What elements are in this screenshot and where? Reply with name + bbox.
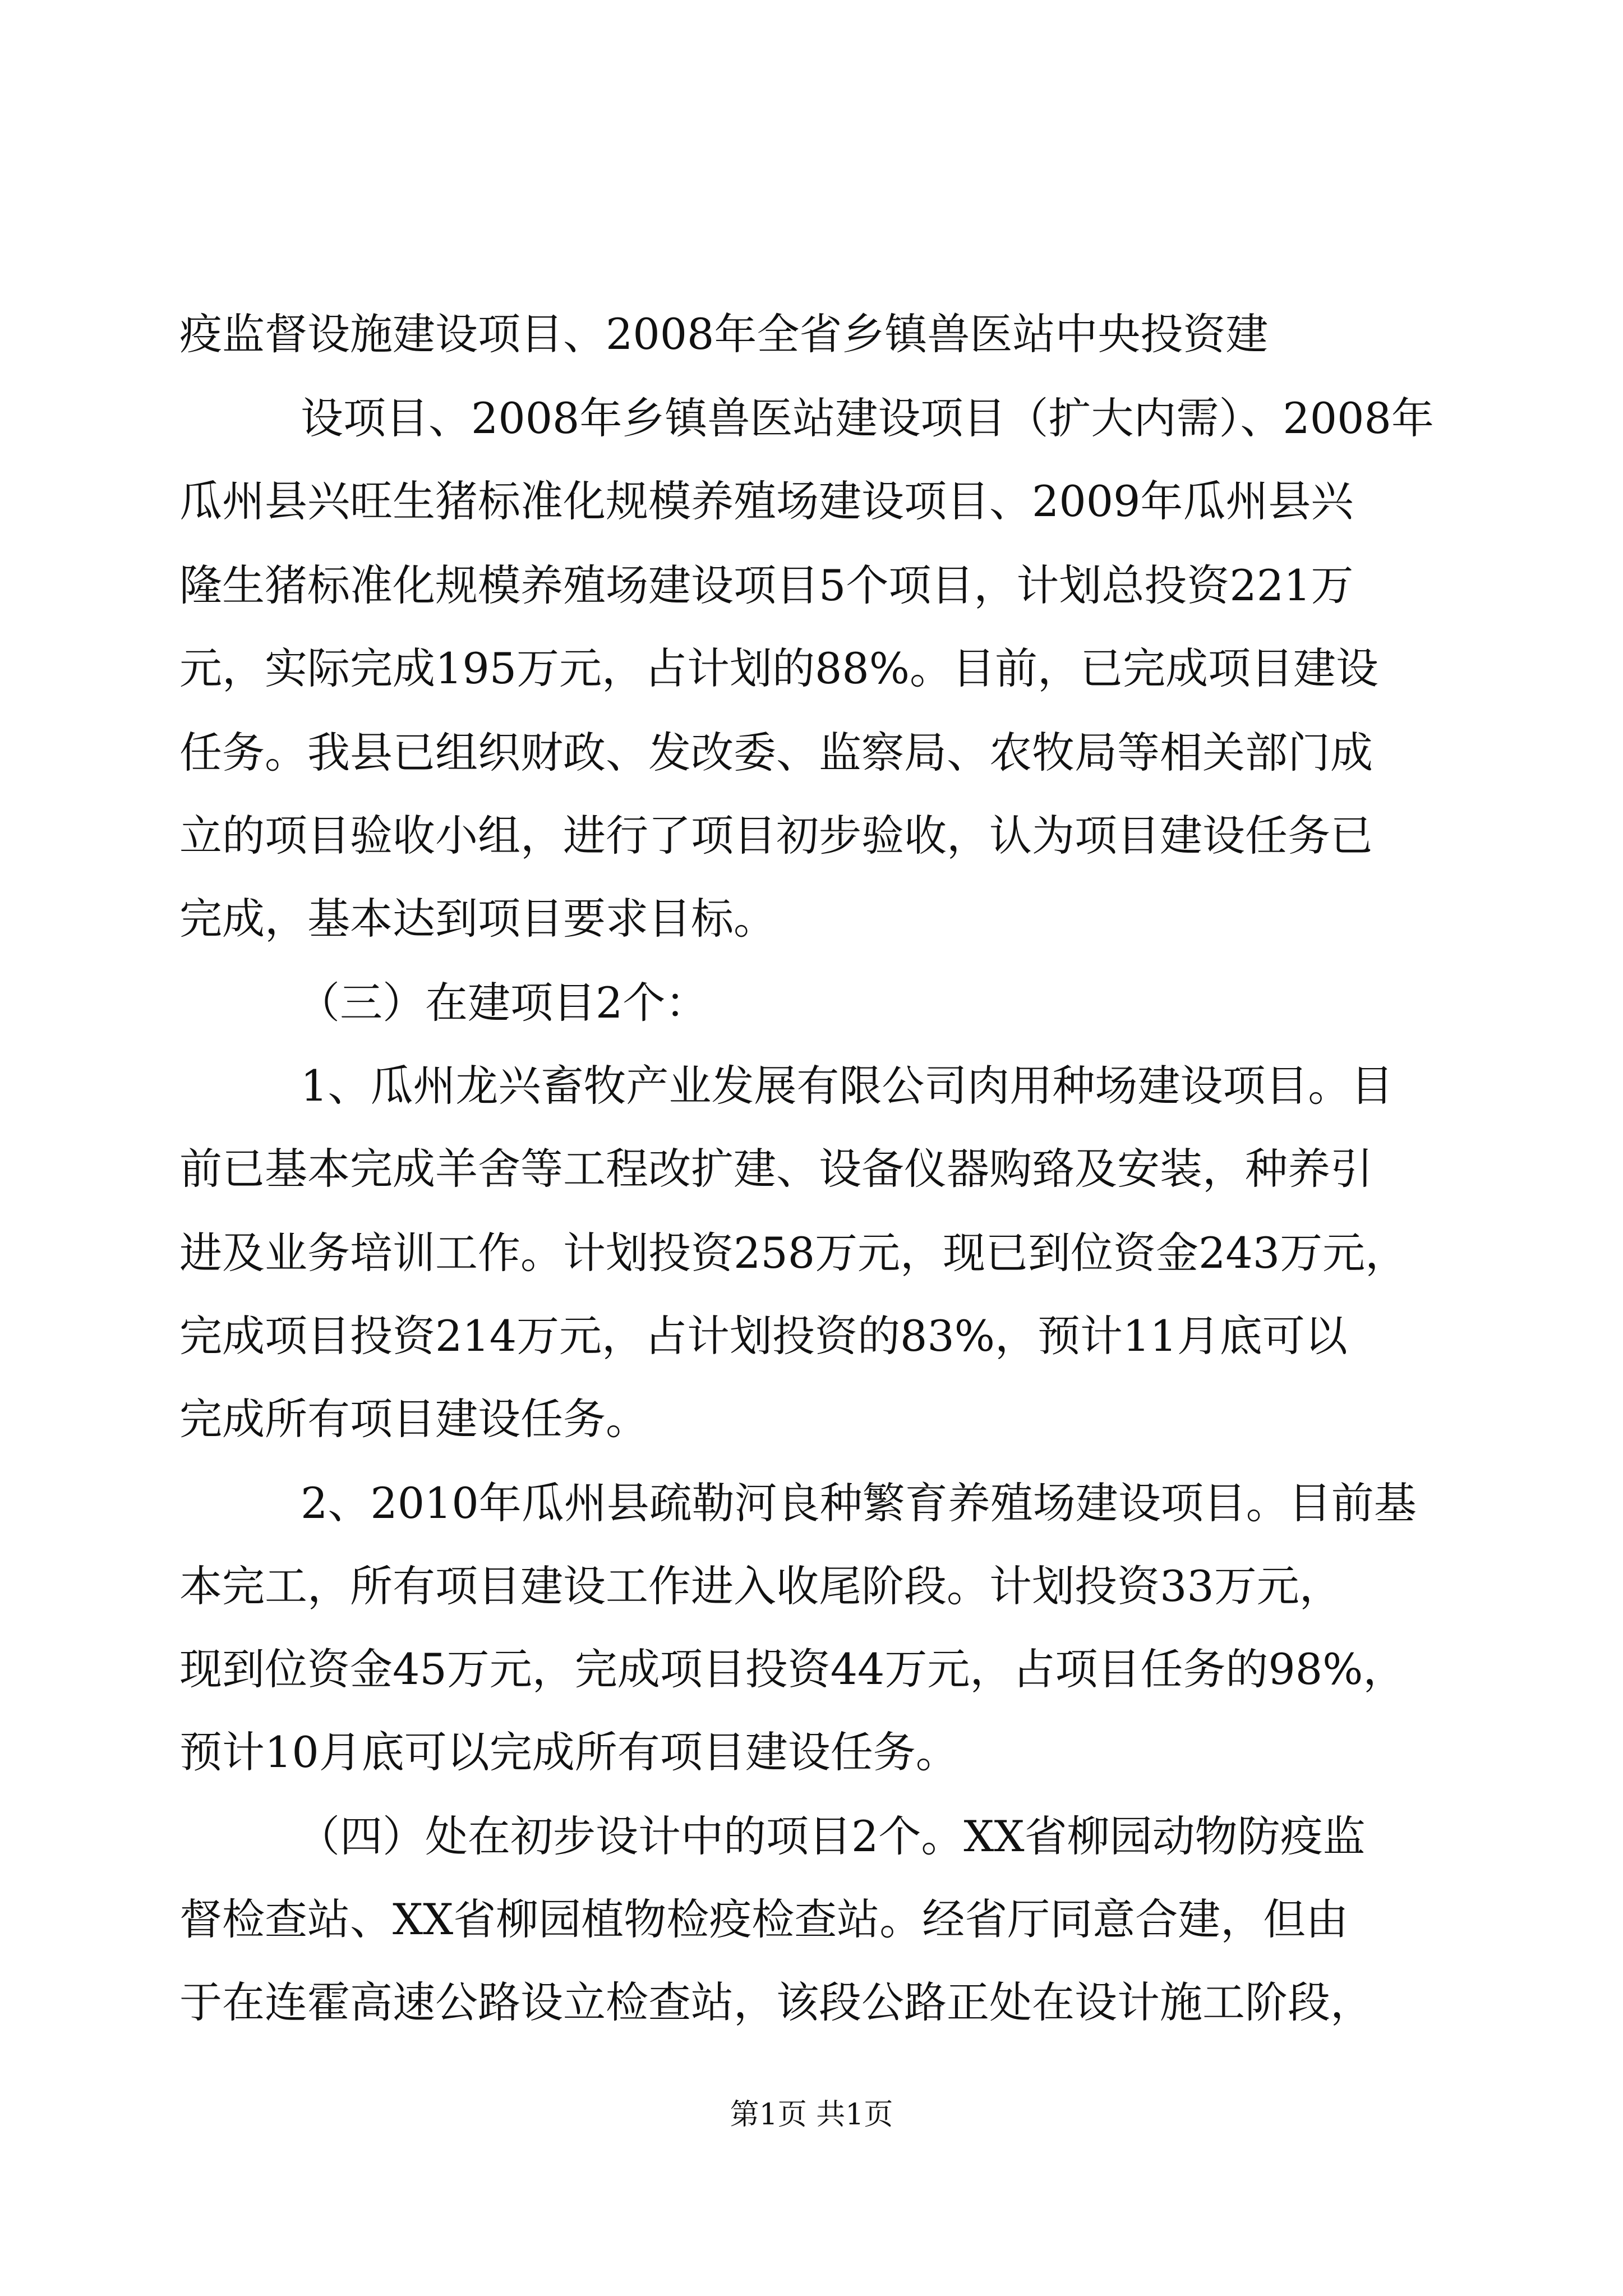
text-line: 督检查站、XX省柳园植物检疫检查站。经省厅同意合建，但由 bbox=[179, 1894, 1349, 1944]
text-line: 任务。我县已组织财政、发改委、监察局、农牧局等相关部门成 bbox=[179, 728, 1373, 777]
text-line: 本完工，所有项目建设工作进入收尾阶段。计划投资33万元， bbox=[179, 1561, 1342, 1611]
page-footer: 第1页 共1页 bbox=[730, 2098, 893, 2132]
text-line: 1、瓜州龙兴畜牧产业发展有限公司肉用种场建设项目。目 bbox=[301, 1061, 1394, 1111]
text-line: 2、2010年瓜州县疏勒河良种繁育养殖场建设项目。目前基 bbox=[301, 1478, 1417, 1528]
text-line: 前已基本完成羊舍等工程改扩建、设备仪器购臵及安装，种养引 bbox=[179, 1144, 1373, 1194]
text-line: 设项目、2008年乡镇兽医站建设项目（扩大内需）、2008年 bbox=[301, 393, 1434, 443]
text-line: 立的项目验收小组，进行了项目初步验收，认为项目建设任务已 bbox=[179, 811, 1373, 861]
text-line: 完成所有项目建设任务。 bbox=[179, 1394, 648, 1444]
text-line: 瓜州县兴旺生猪标准化规模养殖场建设项目、2009年瓜州县兴 bbox=[179, 476, 1354, 526]
section-heading: （四）处在初步设计中的项目2个。XX省柳园动物防疫监 bbox=[297, 1811, 1366, 1861]
text-line: 于在连霍高速公路设立检查站，该段公路正处在设计施工阶段， bbox=[179, 1977, 1373, 2027]
section-heading: （三）在建项目2个： bbox=[297, 978, 708, 1028]
text-line: 现到位资金45万元，完成项目投资44万元，占项目任务的98%， bbox=[179, 1644, 1406, 1694]
text-line: 完成，基本达到项目要求目标。 bbox=[179, 894, 776, 944]
text-line: 疫监督设施建设项目、2008年全省乡镇兽医站中央投资建 bbox=[179, 309, 1269, 359]
text-line: 隆生猪标准化规模养殖场建设项目5个项目，计划总投资221万 bbox=[179, 560, 1354, 610]
text-line: 元，实际完成195万元，占计划的88%。目前，已完成项目建设 bbox=[179, 643, 1378, 693]
text-line: 进及业务培训工作。计划投资258万元，现已到位资金243万元， bbox=[179, 1228, 1408, 1278]
text-line: 完成项目投资214万元，占计划投资的83%，预计11月底可以 bbox=[179, 1311, 1348, 1361]
text-line: 预计10月底可以完成所有项目建设任务。 bbox=[179, 1727, 958, 1777]
